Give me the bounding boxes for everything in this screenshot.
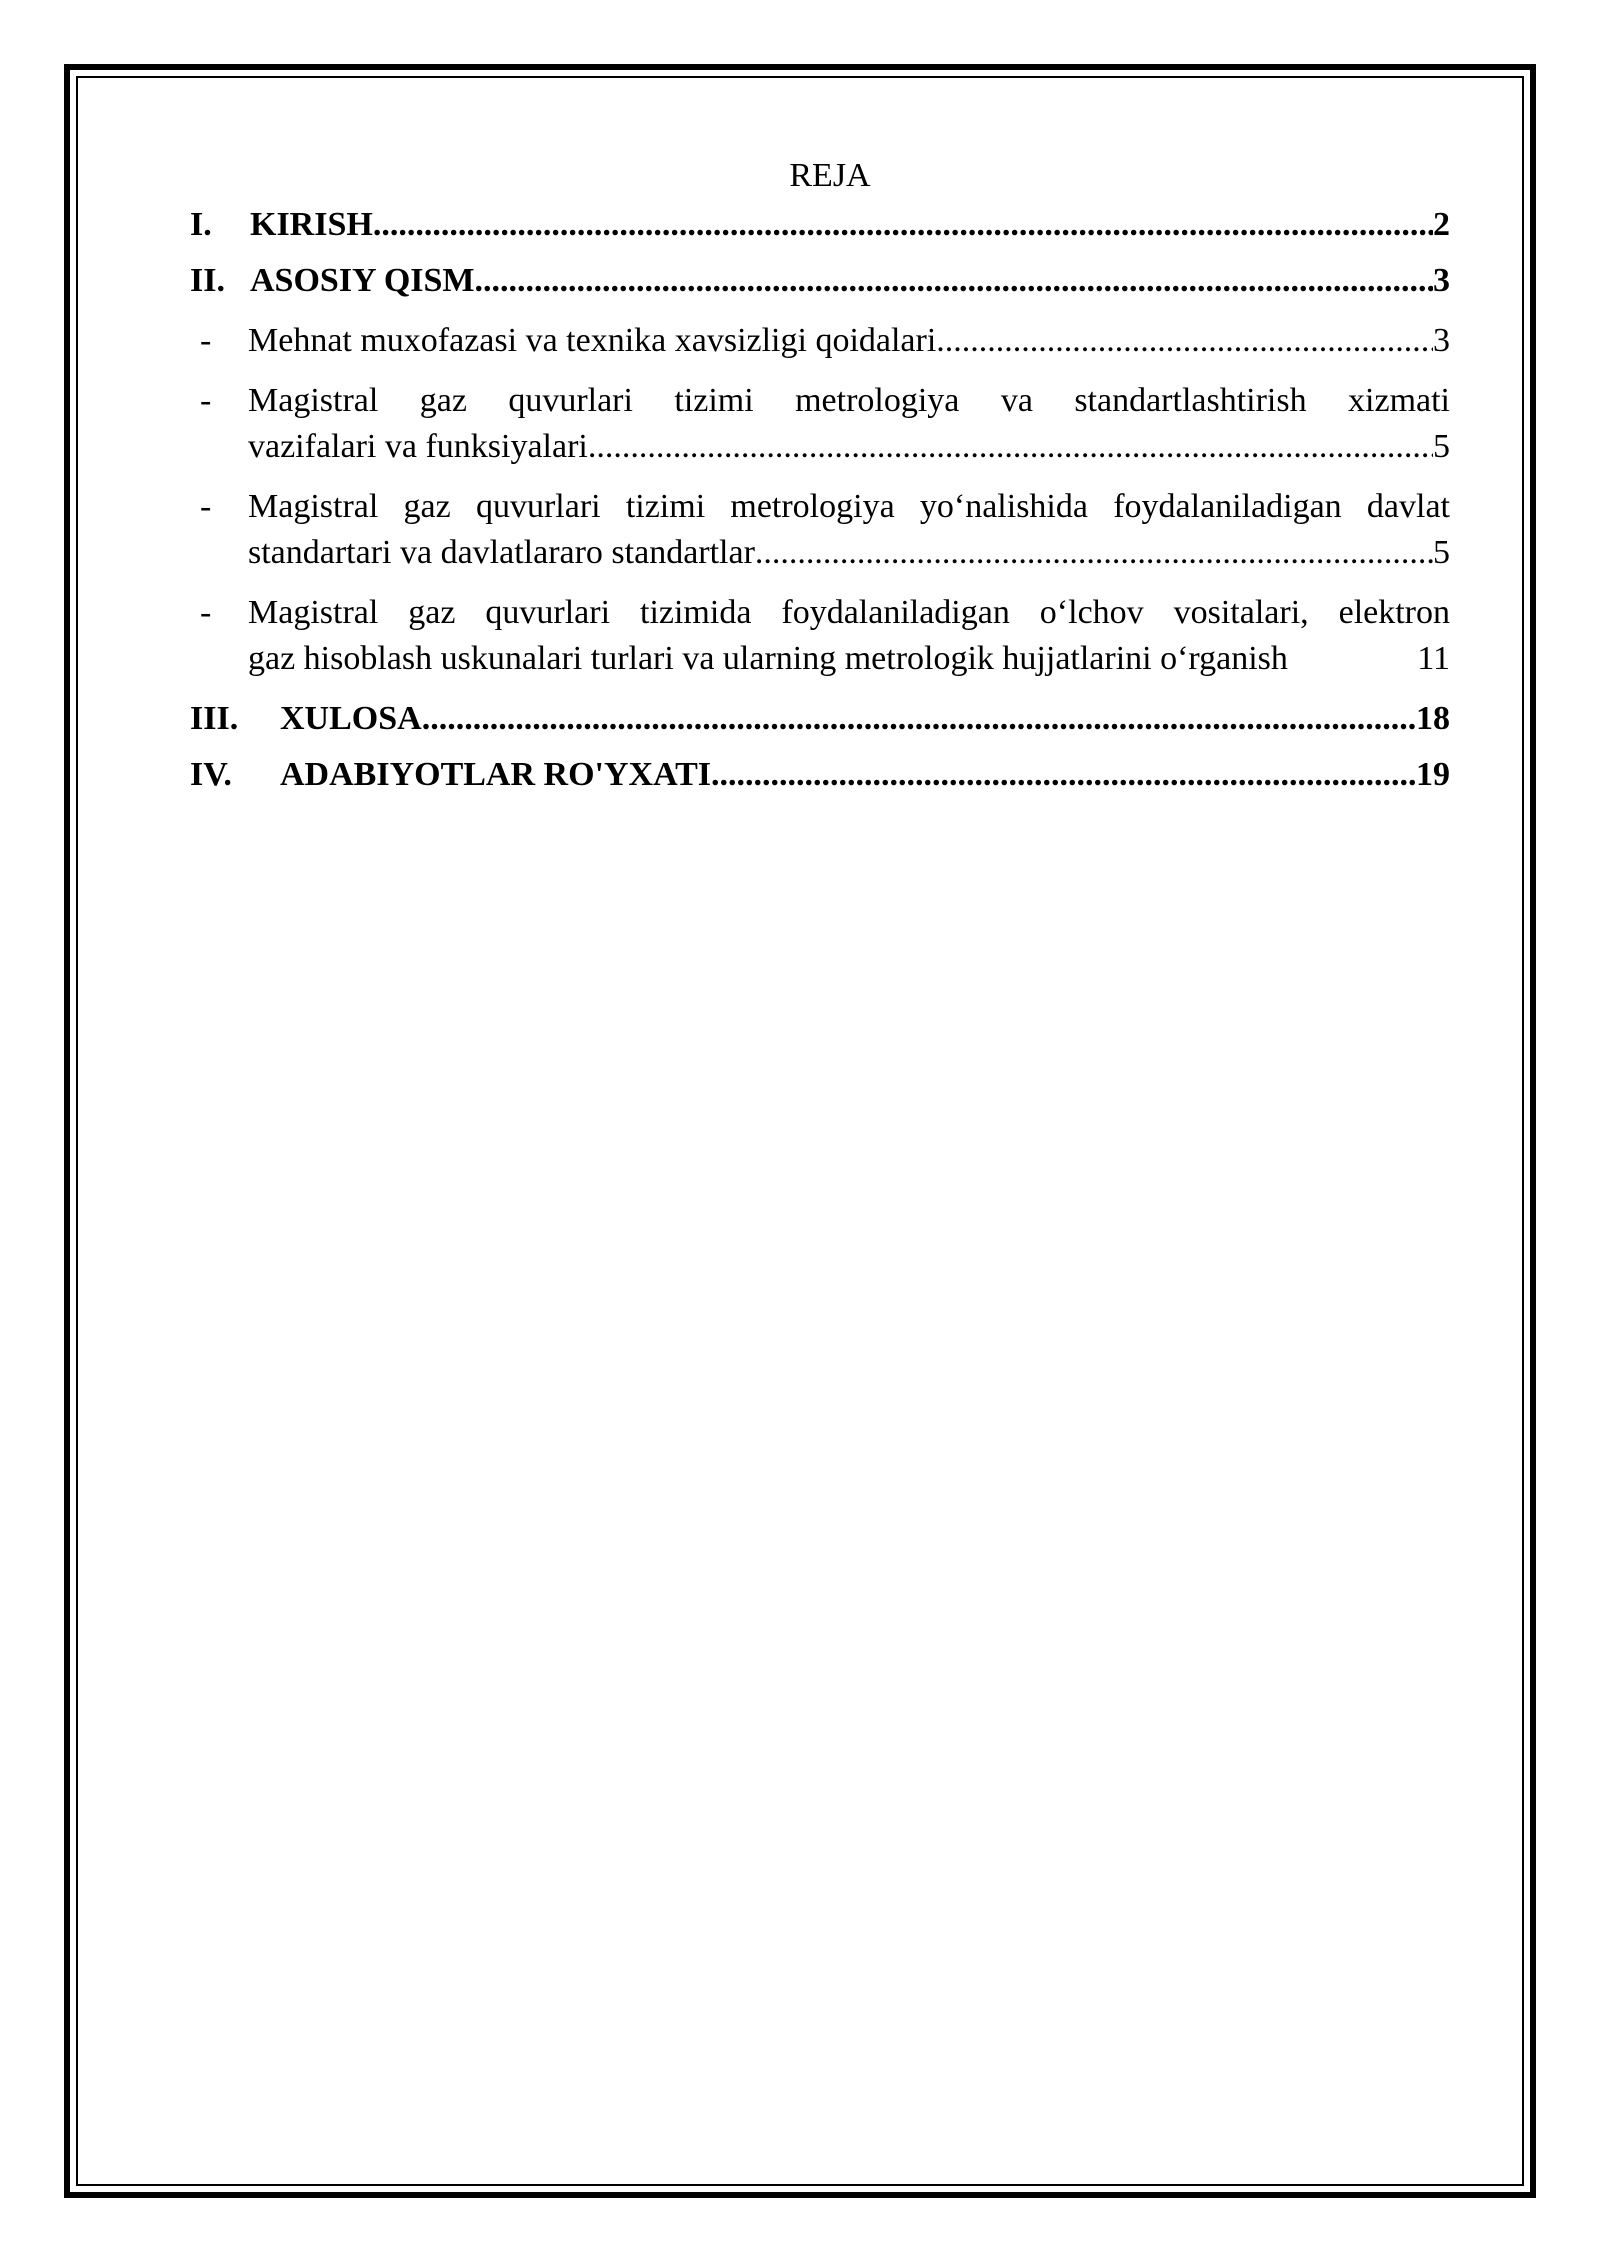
toc-item-text: XULOSA <box>280 700 422 737</box>
toc-dot-leader <box>422 696 1416 742</box>
page-title: REJA <box>789 157 871 194</box>
toc-subitem-text: Mehnat muxofazasi va texnika xavsizligi qoidalari <box>248 322 937 359</box>
toc-item-xulosa <box>190 696 1450 742</box>
toc-item-adabiyotlar <box>190 752 1450 798</box>
toc-item-text: KIRISH <box>250 206 373 243</box>
toc-dot-leader <box>936 318 1433 364</box>
toc-subitem-text-line1: Magistral gaz quvurlari tizimida foydalaniladigan o‘lchov vositalari, elektron <box>248 594 1450 631</box>
toc-dot-leader <box>588 424 1433 470</box>
toc-subitem-page: 5 <box>1433 534 1450 571</box>
toc-subitem-page: 5 <box>1433 428 1450 465</box>
toc-item-page: 19 <box>1416 756 1450 793</box>
toc-item-page: 2 <box>1433 206 1450 243</box>
toc-subitem-xizmati <box>190 378 1450 470</box>
toc-item-number: I. <box>190 206 212 243</box>
toc-item-page: 18 <box>1416 700 1450 737</box>
dash-bullet: - <box>200 322 212 359</box>
dash-bullet: - <box>200 594 212 631</box>
table-of-contents <box>190 150 1450 798</box>
toc-subitem-text-line2: gaz hisoblash uskunalari turlari va ularning metrologik hujjatlarini o‘rganish <box>248 640 1288 677</box>
toc-subitem-text-line2: vazifalari va funksiyalari <box>248 428 588 465</box>
toc-subitem-standartlar <box>190 484 1450 576</box>
toc-subitem-page: 11 <box>1417 640 1450 677</box>
toc-subitem-text-line2: standartari va davlatlararo standartlar <box>248 534 755 571</box>
toc-subitem-olchov-vositalari <box>190 590 1450 682</box>
toc-subitem-page: 3 <box>1433 322 1450 359</box>
toc-item-number: IV. <box>190 756 232 793</box>
toc-item-text: ASOSIY QISM <box>250 262 475 299</box>
toc-dot-leader <box>755 530 1433 576</box>
toc-subitem-text-line1: Magistral gaz quvurlari tizimi metrologiya va standartlashtirish xizmati <box>248 382 1450 419</box>
toc-item-page: 3 <box>1433 262 1450 299</box>
dash-bullet: - <box>200 382 212 419</box>
toc-item-asosiy-qism <box>190 258 1450 304</box>
toc-item-number: III. <box>190 700 239 737</box>
toc-dot-leader <box>373 202 1433 248</box>
toc-item-kirish <box>190 202 1450 248</box>
toc-subitem-mehnat <box>190 318 1450 364</box>
toc-dot-leader <box>475 258 1433 304</box>
toc-subitem-text-line1: Magistral gaz quvurlari tizimi metrologiya yo‘nalishida foydalaniladigan davlat <box>248 488 1450 525</box>
dash-bullet: - <box>200 488 212 525</box>
toc-dot-leader <box>711 752 1416 798</box>
toc-item-number: II. <box>190 262 225 299</box>
toc-item-text: ADABIYOTLAR RO'YXATI <box>280 756 712 793</box>
